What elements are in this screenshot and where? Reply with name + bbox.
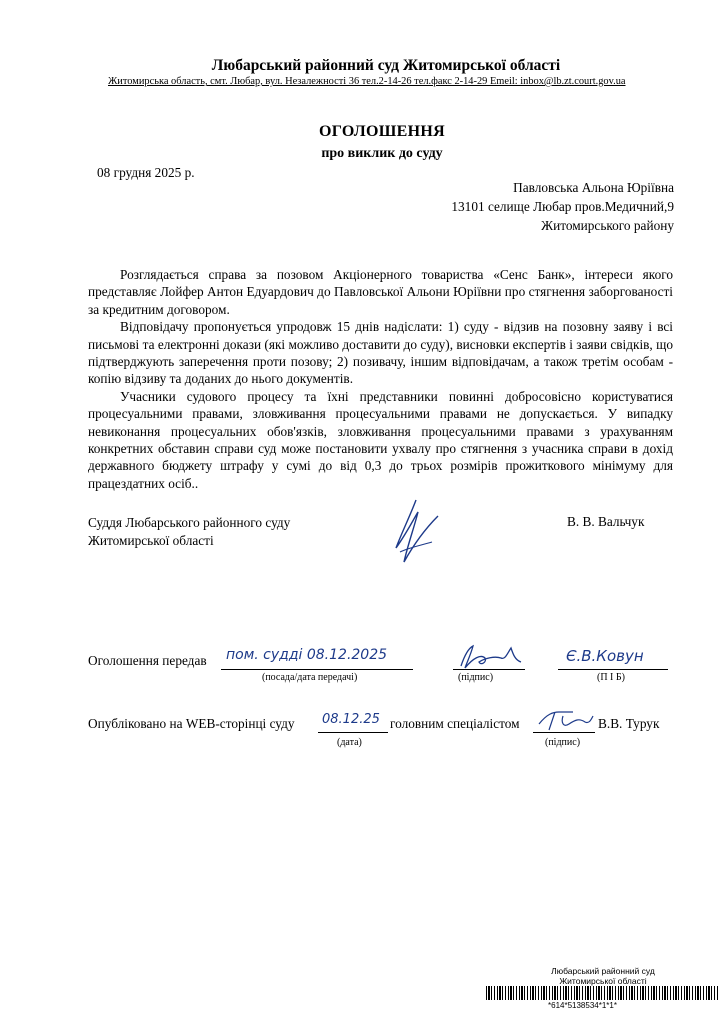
transfer-caption-signature: (підпис): [458, 672, 494, 683]
transfer-handwritten-name: Є.В.Ковун: [566, 647, 644, 665]
body-paragraph-request: Відповідачу пропонується упродовж 15 днів надіслати: 1) суду - відзив на позовну заяву і всі письмові та електронні докази (які можливо доставити до суду), висновки експертів і заяви свідків, що підтверджують заперечення проти позову; 2) позивачу, іншим відповідачам, а також третім особам - копію відзиву та доданих до нього документів.: [88, 319, 673, 387]
publication-date-underline: [318, 732, 388, 733]
stamp-court-line2: Житомирської області: [559, 976, 647, 986]
publication-name: В.В. Турук: [598, 716, 660, 731]
transfer-label: Оголошення передав: [88, 653, 207, 668]
judge-signature-image: [388, 492, 448, 572]
document-date: 08 грудня 2025 р.: [97, 165, 195, 180]
publication-label-mid: головним спеціалістом: [390, 716, 520, 731]
judge-name: В. В. Вальчук: [567, 514, 645, 529]
publication-caption-signature: (підпис): [545, 737, 581, 748]
publication-caption-date: (дата): [337, 737, 362, 748]
judge-title: [88, 514, 290, 549]
transfer-caption-position: (посада/дата передачі): [262, 672, 358, 683]
transfer-name-underline: [558, 669, 668, 670]
recipient-name: Павловська Альона Юріївна: [513, 180, 674, 195]
recipient-address-line2: Житомирського району: [541, 218, 674, 233]
publication-handwritten-date: 08.12.25: [322, 712, 380, 727]
document-title: ОГОЛОШЕННЯ: [319, 123, 445, 140]
court-address: Житомирська область, смт. Любар, вул. Незалежності 36 тел.2-14-26 тел.факс 2-14-29 Emeil: inbox@lb.zt.court.gov.ua: [108, 76, 626, 87]
publication-label-start: Опубліковано на WEB-сторінці суду: [88, 716, 295, 731]
transfer-signature-underline: [453, 669, 525, 670]
transfer-position-underline: [221, 669, 413, 670]
barcode: [486, 986, 718, 1000]
transfer-caption-name: (П І Б): [597, 672, 625, 683]
body-paragraph-warning: Учасники судового процесу та їхні представники повинні добросовісно користуватися процесуальними правами, зловживання процесуальними правами не допускається. У випадку невиконання процесуальних обов'язків, зловживання процесуальними правами з урахуванням конкретних обставин справи суд може постановити ухвалу про стягнення з учасника справи в дохід державного бюджету штрафу у сумі до від 0,3 до трьох розмірів прожиткового мінімуму для працездатних осіб..: [88, 388, 673, 491]
judge-title-line2: Житомирської області: [88, 532, 214, 548]
barcode-number: *614*5138534*1*1*: [548, 1001, 617, 1010]
body-paragraph-case: Розглядається справа за позовом Акціонерного товариства «Сенс Банк», інтереси якого представляє Лойфер Антон Едуардович до Павловської Альони Юріївни про стягнення заборгованості за кредитним договором.: [88, 267, 673, 317]
body-text: [88, 266, 673, 492]
publication-signature-underline: [533, 732, 595, 733]
court-name: Любарський районний суд Житомирської області: [211, 57, 561, 74]
judge-title-line1: Суддя Любарського районного суду: [88, 515, 291, 530]
document-subtitle: про виклик до суду: [321, 146, 443, 161]
publication-signature-image: [533, 704, 597, 734]
stamp-court-line1: Любарський районний суд: [551, 966, 655, 976]
recipient-address-line1: 13101 селище Любар пров.Медичний,9: [451, 199, 674, 214]
transfer-handwritten-position: пом. судді 08.12.2025: [226, 647, 388, 663]
